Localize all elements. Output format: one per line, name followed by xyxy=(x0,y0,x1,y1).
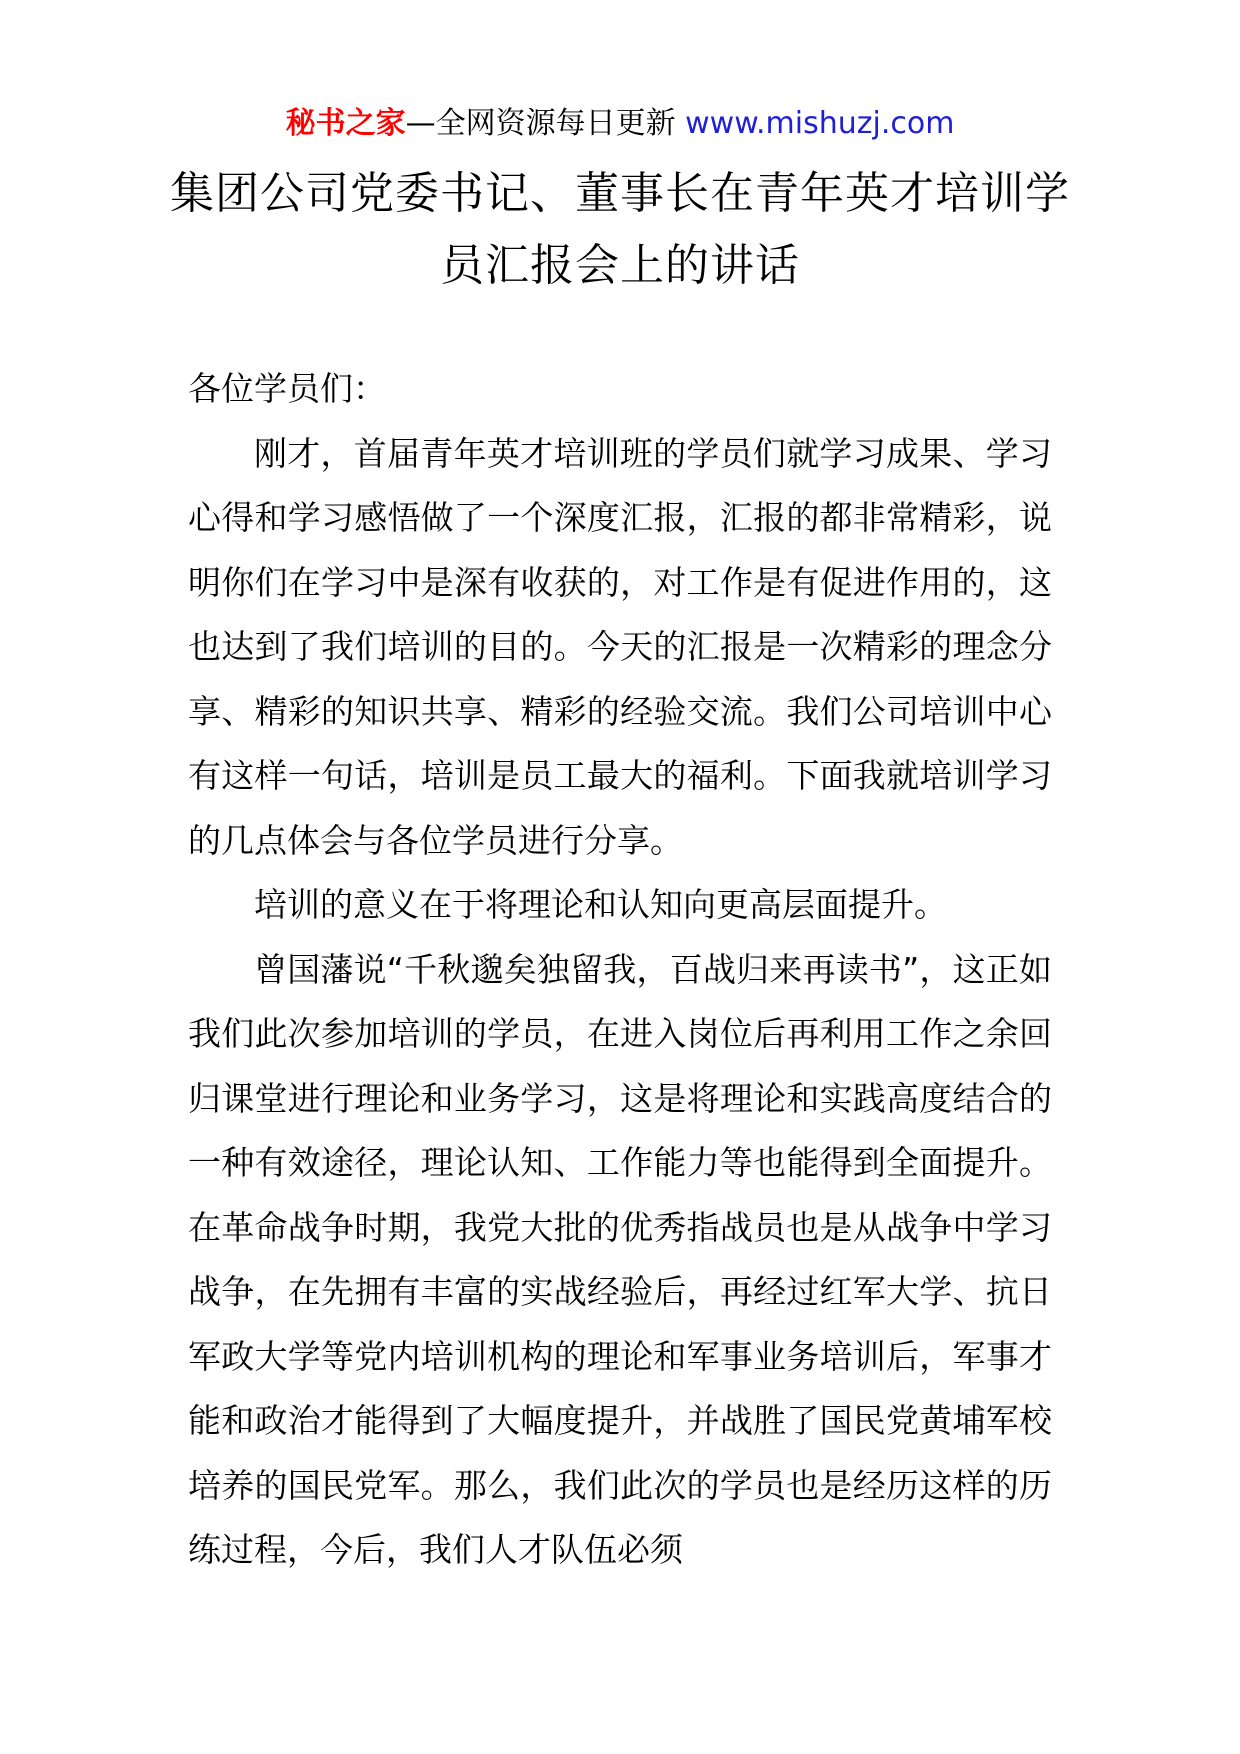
site-header xyxy=(0,102,1240,146)
document-body xyxy=(188,357,1052,1583)
paragraph: 曾国藩说“千秋邈矣独留我，百战归来再读书”，这正如我们此次参加培训的学员，在进入岗位后再利用工作之余回归课堂进行理论和业务学习，这是将理论和实践高度结合的一种有效途径，理论认知、工作能力等也能得到全面提升。在革命战争时期，我党大批的优秀指战员也是从战争中学习战争，在先拥有丰富的实战经验后，再经过红军大学、抗日军政大学等党内培训机构的理论和军事业务培训后，军事才能和政治才能得到了大幅度提升，并战胜了国民党黄埔军校培养的国民党军。那么，我们此次的学员也是经历这样的历练过程，今后，我们人才队伍必须 xyxy=(188,949,1052,1569)
header-tagline: —全网资源每日更新 xyxy=(405,106,686,141)
salutation: 各位学员们： xyxy=(188,369,386,408)
paragraph: 培训的意义在于将理论和认知向更高层面提升。 xyxy=(254,885,947,924)
document-title: 集团公司党委书记、董事长在青年英才培训学员汇报会上的讲话 xyxy=(170,168,1070,291)
brand-name: 秘书之家 xyxy=(285,106,406,141)
site-url-link[interactable]: www.mishuzj.com xyxy=(685,106,955,141)
paragraph: 刚才，首届青年英才培训班的学员们就学习成果、学习心得和学习感悟做了一个深度汇报，汇报的都非常精彩，说明你们在学习中是深有收获的，对工作是有促进作用的，这也达到了我们培训的目的。今天的汇报是一次精彩的理念分享、精彩的知识共享、精彩的经验交流。我们公司培训中心有这样一句话，培训是员工最大的福利。下面我就培训学习的几点体会与各位学员进行分享。 xyxy=(188,433,1052,860)
